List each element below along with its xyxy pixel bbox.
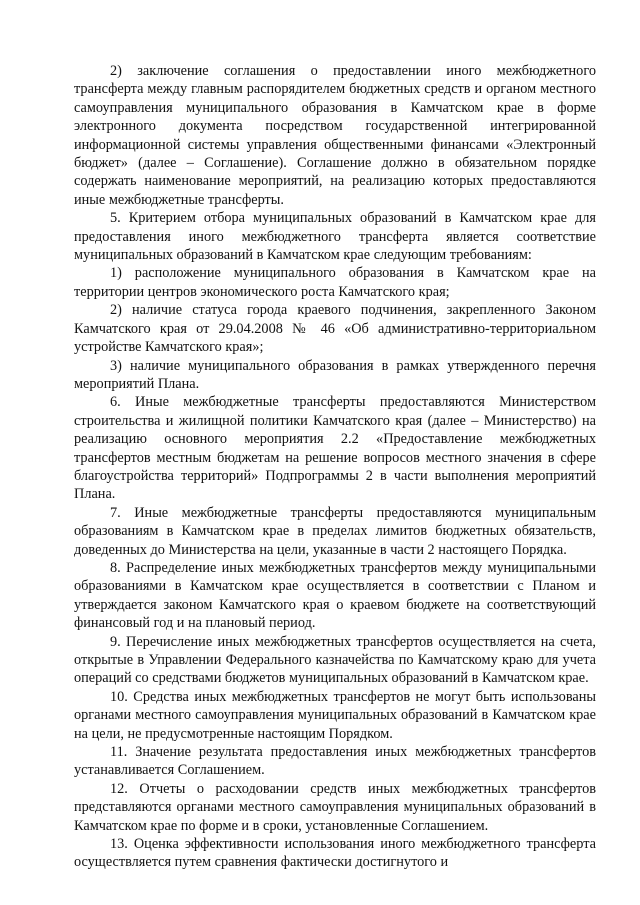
paragraph-ministry-provision: 6. Иные межбюджетные трансферты предоставляются Министерством строительства и жилищной политики Камчатского края (далее – Министерство) на реализацию основного мероприятия 2.2 «Предоставление межбюджетных трансфертов местным бюджетам на решение вопросов местного значения в сфере благоустройства территорий» Подпрограммы 2 в части выполнения мероприятий Плана.	[74, 394, 596, 503]
paragraph-requirement-city-status: 2) наличие статуса города краевого подчинения, закрепленного Законом Камчатского края от 29.04.2008 № 46 «Об административно-территориальном устройстве Камчатского края»;	[74, 302, 596, 356]
paragraph-result-value: 11. Значение результата предоставления иных межбюджетных трансфертов устанавливается Соглашением.	[74, 744, 596, 779]
paragraph-transfer-accounts: 9. Перечисление иных межбюджетных трансфертов осуществляется на счета, открытые в Управлении Федерального казначейства по Камчатскому краю для учета операций со средствами бюджетов муниципальных образований в Камчатском крае.	[74, 633, 596, 687]
paragraph-requirement-plan-list: 3) наличие муниципального образования в рамках утвержденного перечня мероприятий Плана.	[74, 357, 596, 392]
paragraph-agreement-conclusion: 2) заключение соглашения о предоставлении иного межбюджетного трансферта между главным распорядителем бюджетных средств и органом местного самоуправления муниципального образования в Камчатском крае в форме электронного документа посредством государственной интегрированной информационной системы управления общественными финансами «Электронный бюджет» (далее – Соглашение). Соглашение должно в обязательном порядке содержать наименование мероприятий, на реализацию которых предоставляются иные межбюджетные трансферты.	[74, 63, 596, 208]
paragraph-distribution: 8. Распределение иных межбюджетных трансфертов между муниципальными образованиями в Камчатском крае осуществляется в соответствии с Планом и утверждается законом Камчатского края о краевом бюджете на соответствующий финансовый год и на плановый период.	[74, 559, 596, 632]
paragraph-reports: 12. Отчеты о расходовании средств иных межбюджетных трансфертов представляются органами местного самоуправления муниципальных образований в Камчатском крае по форме и в сроки, установленные Соглашением.	[74, 780, 596, 834]
document-page	[74, 62, 596, 872]
paragraph-usage-restriction: 10. Средства иных межбюджетных трансфертов не могут быть использованы органами местного самоуправления муниципальных образований в Камчатском крае на цели, не предусмотренные настоящим Порядком.	[74, 688, 596, 742]
paragraph-selection-criterion: 5. Критерием отбора муниципальных образований в Камчатском крае для предоставления иного межбюджетного трансферта является соответствие муниципальных образований в Камчатском крае следующим требованиям:	[74, 210, 596, 264]
paragraph-requirement-location: 1) расположение муниципального образования в Камчатском крае на территории центров экономического роста Камчатского края;	[74, 265, 596, 300]
paragraph-efficiency-assessment: 13. Оценка эффективности использования иного межбюджетного трансферта осуществляется путем сравнения фактически достигнутого и	[74, 836, 596, 871]
paragraph-budget-limits: 7. Иные межбюджетные трансферты предоставляются муниципальным образованиям в Камчатском крае в пределах лимитов бюджетных обязательств, доведенных до Министерства на цели, указанные в части 2 настоящего Порядка.	[74, 504, 596, 558]
